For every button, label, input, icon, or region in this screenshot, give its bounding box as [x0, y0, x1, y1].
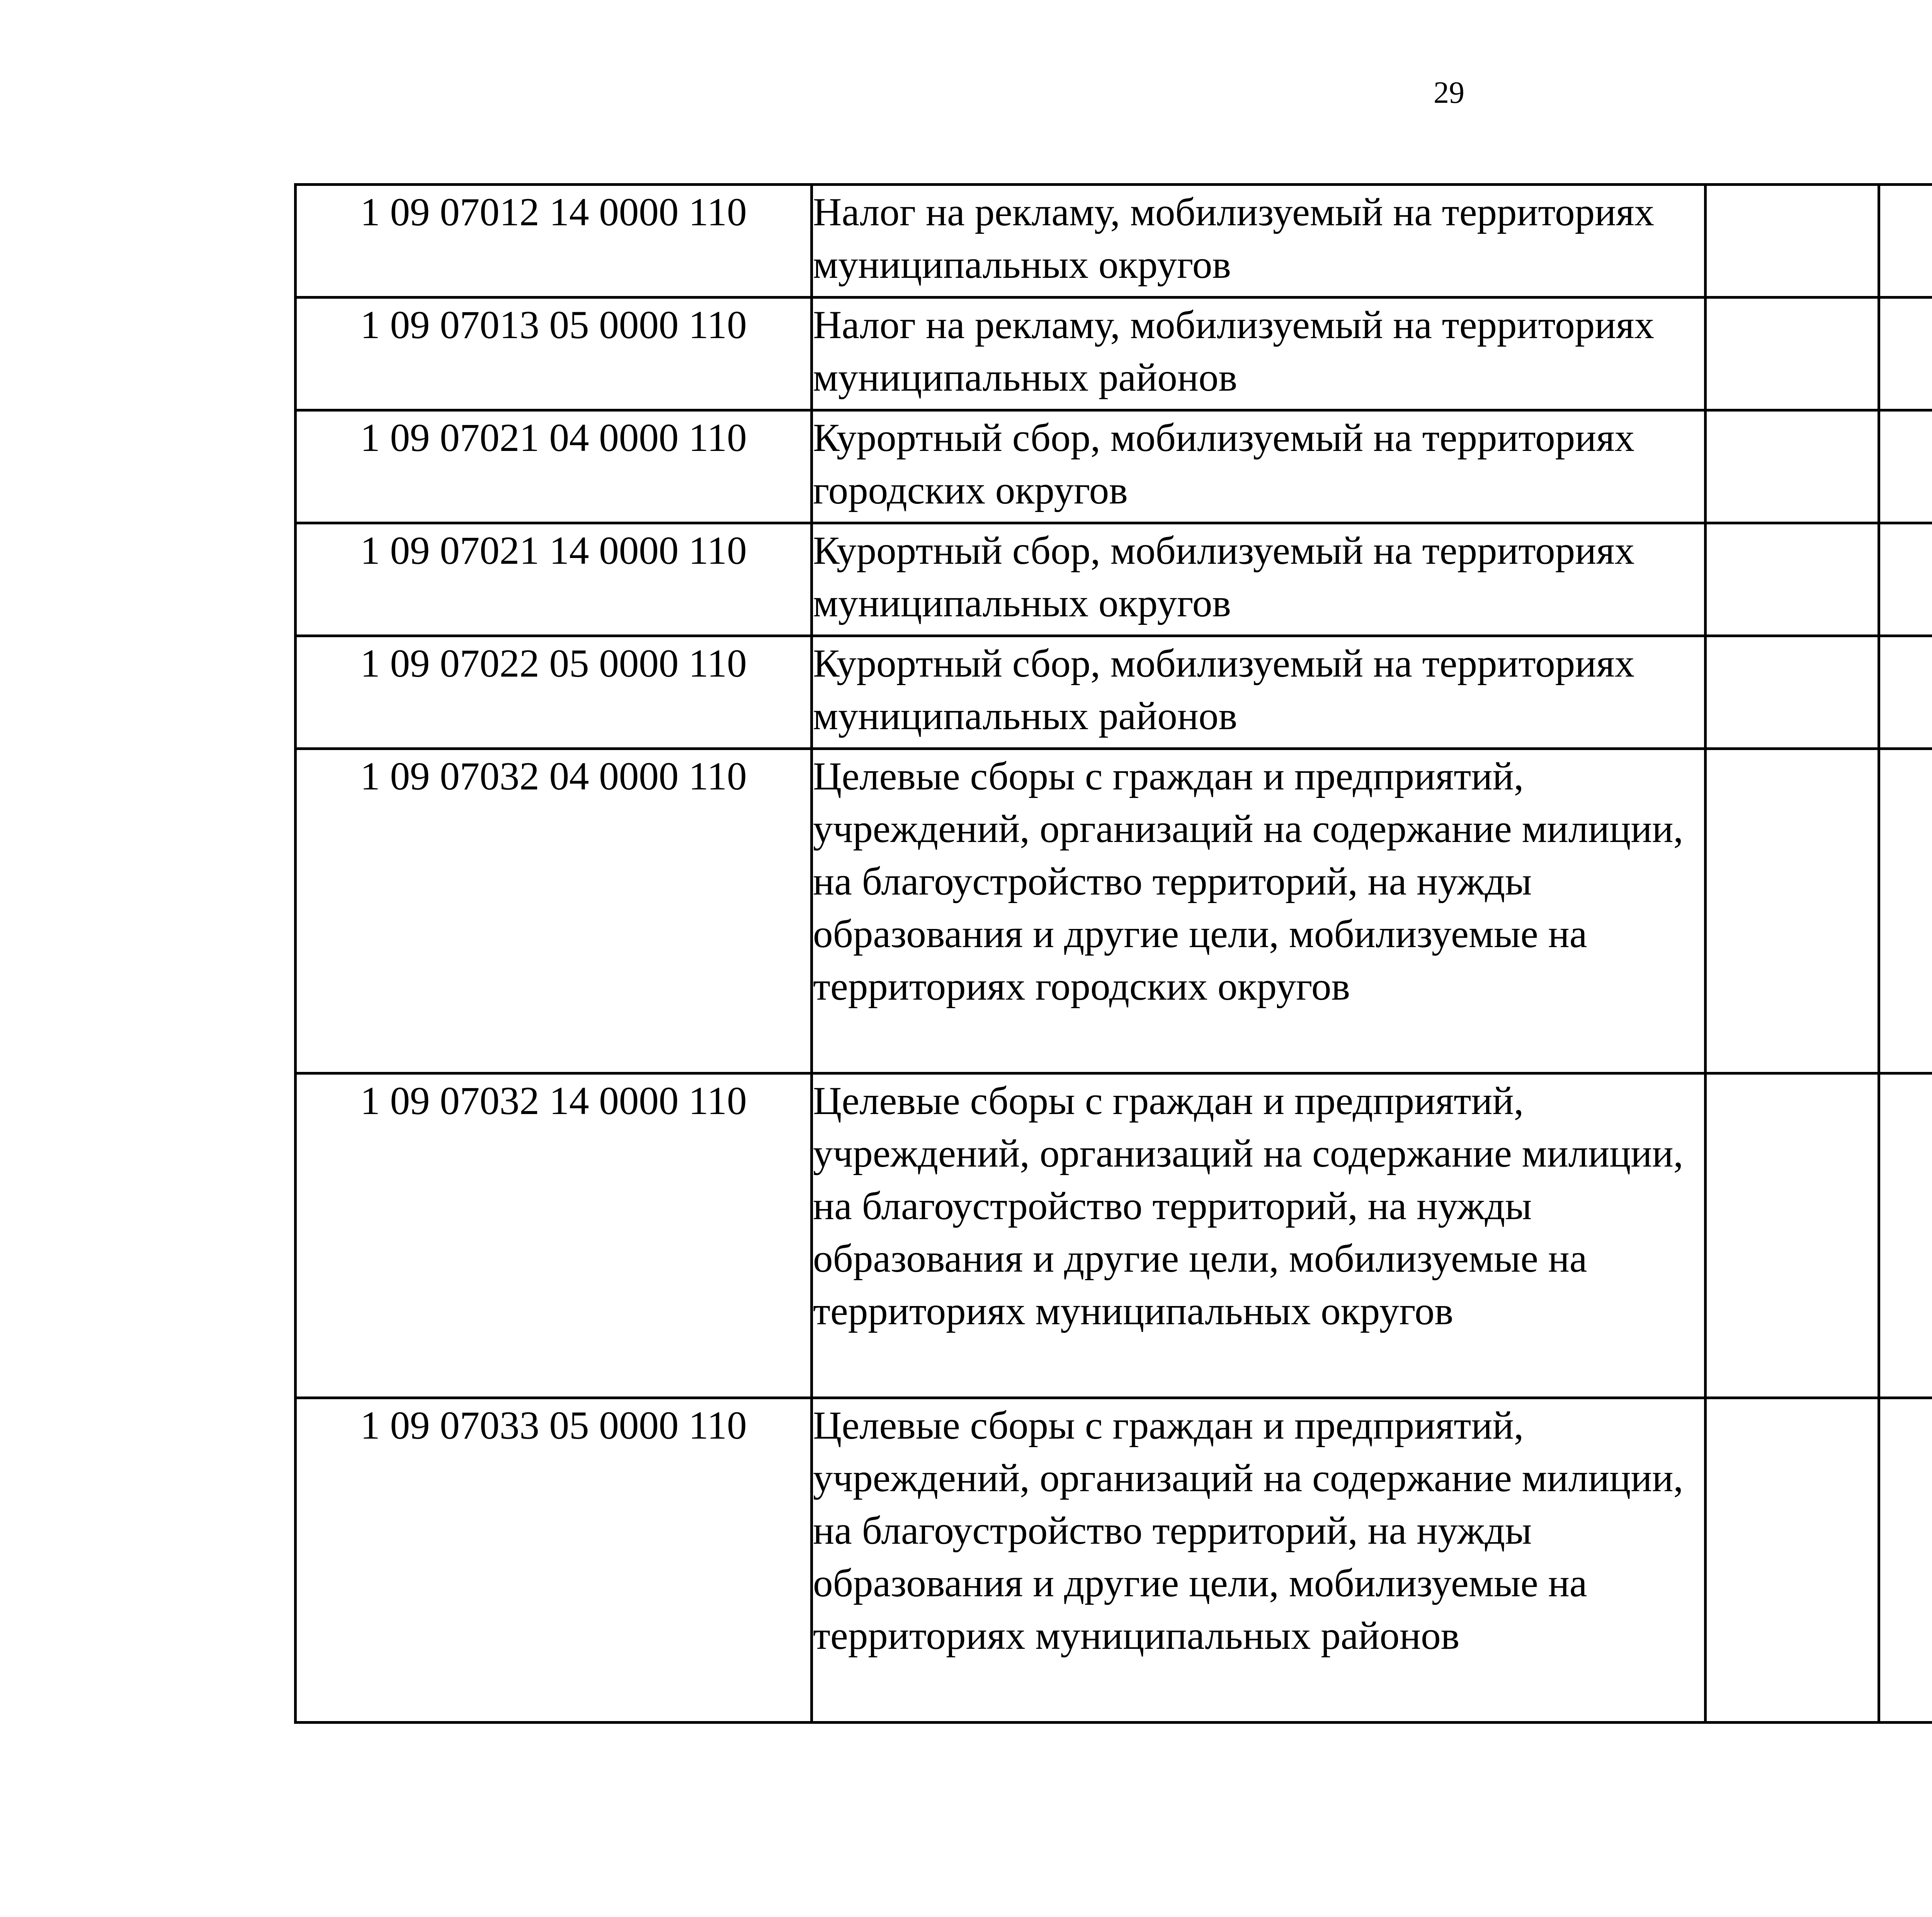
value-cell-col3	[1706, 749, 1879, 1073]
value-cell-col3	[1706, 1398, 1879, 1723]
value-cell-col3	[1706, 523, 1879, 636]
revenue-code-cell: 1 09 07032 04 0000 110	[296, 749, 812, 1073]
value-cell-col4	[1879, 185, 1932, 298]
table-row	[296, 1073, 1932, 1398]
revenue-code-cell: 1 09 07021 04 0000 110	[296, 410, 812, 523]
value-cell-col4	[1879, 749, 1932, 1073]
revenue-code-cell: 1 09 07022 05 0000 110	[296, 636, 812, 749]
value-cell-col3	[1706, 636, 1879, 749]
value-cell-col4	[1879, 1398, 1932, 1723]
revenue-name-cell: Налог на рекламу, мобилизуемый на территориях муниципальных районов	[812, 298, 1706, 410]
value-cell-col4	[1879, 523, 1932, 636]
income-codes-table	[294, 183, 1932, 1724]
revenue-name-cell: Налог на рекламу, мобилизуемый на территориях муниципальных округов	[812, 185, 1706, 298]
revenue-name-cell: Курортный сбор, мобилизуемый на территориях городских округов	[812, 410, 1706, 523]
value-cell-col3	[1706, 410, 1879, 523]
table-row	[296, 523, 1932, 636]
revenue-code-cell: 1 09 07032 14 0000 110	[296, 1073, 812, 1398]
table-row	[296, 410, 1932, 523]
table-row	[296, 636, 1932, 749]
revenue-code-cell: 1 09 07033 05 0000 110	[296, 1398, 812, 1723]
value-cell-col4	[1879, 1073, 1932, 1398]
value-cell-col3	[1706, 185, 1879, 298]
table-row	[296, 185, 1932, 298]
revenue-name-cell: Курортный сбор, мобилизуемый на территориях муниципальных округов	[812, 523, 1706, 636]
revenue-code-cell: 1 09 07021 14 0000 110	[296, 523, 812, 636]
revenue-name-cell: Курортный сбор, мобилизуемый на территориях муниципальных районов	[812, 636, 1706, 749]
revenue-code-cell: 1 09 07012 14 0000 110	[296, 185, 812, 298]
value-cell-col3	[1706, 298, 1879, 410]
value-cell-col4	[1879, 636, 1932, 749]
page-number: 29	[1434, 76, 1464, 110]
value-cell-col3	[1706, 1073, 1879, 1398]
table-row	[296, 298, 1932, 410]
value-cell-col4	[1879, 410, 1932, 523]
revenue-code-cell: 1 09 07013 05 0000 110	[296, 298, 812, 410]
table-row	[296, 749, 1932, 1073]
table-row	[296, 1398, 1932, 1723]
revenue-name-cell: Целевые сборы с граждан и предприятий, учреждений, организаций на содержание милиции, на благоустройство территорий, на нужды образования и другие цели, мобилизуемые на территориях городских округов	[812, 749, 1706, 1073]
value-cell-col4	[1879, 298, 1932, 410]
revenue-name-cell: Целевые сборы с граждан и предприятий, учреждений, организаций на содержание милиции, на благоустройство территорий, на нужды образования и другие цели, мобилизуемые на территориях муниципальных округов	[812, 1073, 1706, 1398]
revenue-name-cell: Целевые сборы с граждан и предприятий, учреждений, организаций на содержание милиции, на благоустройство территорий, на нужды образования и другие цели, мобилизуемые на территориях муниципальных районов	[812, 1398, 1706, 1723]
